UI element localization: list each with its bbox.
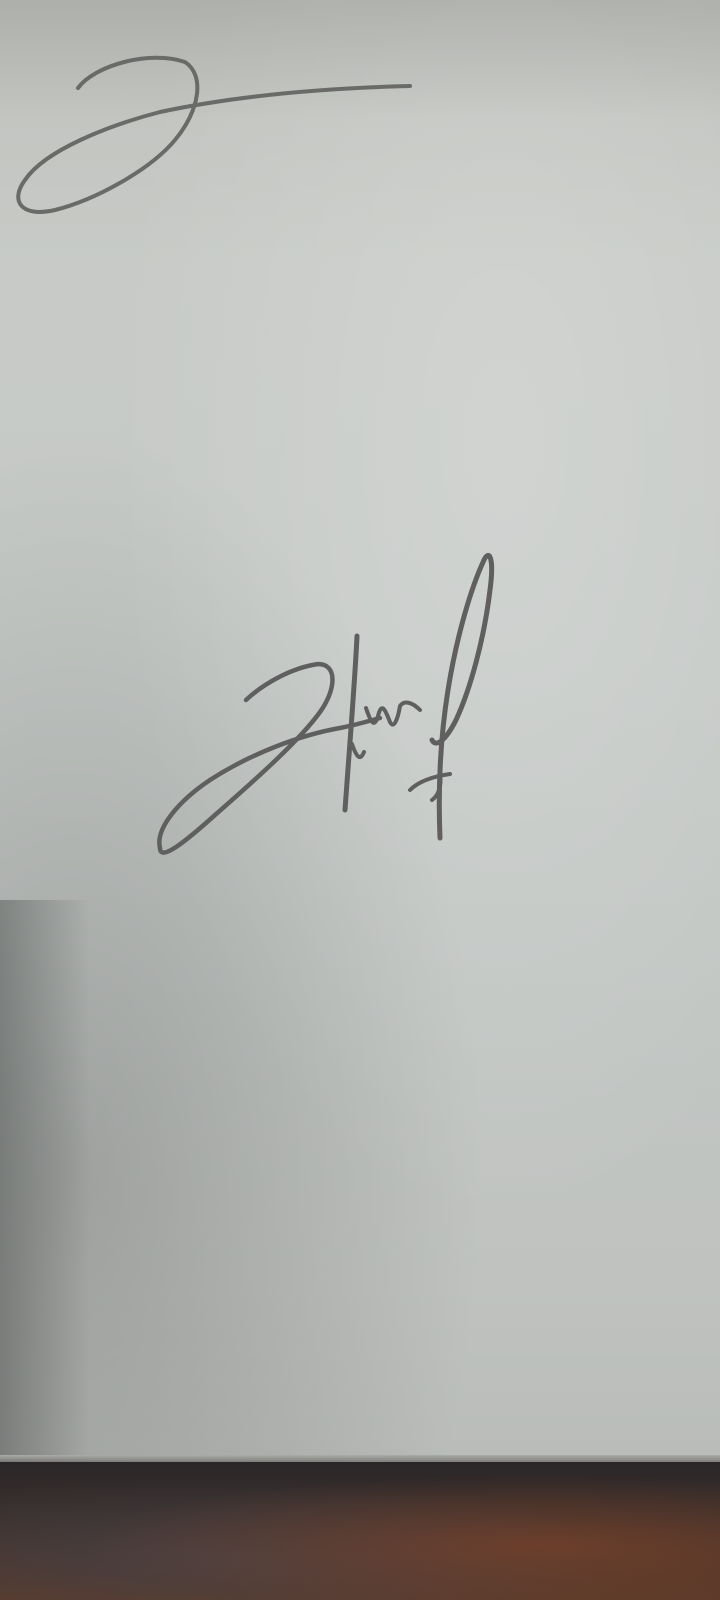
main-signature-f-loop — [432, 555, 492, 838]
main-signature-tail — [410, 774, 450, 800]
main-signature-short-stroke — [352, 744, 364, 757]
main-signature-w-stroke — [366, 703, 420, 725]
